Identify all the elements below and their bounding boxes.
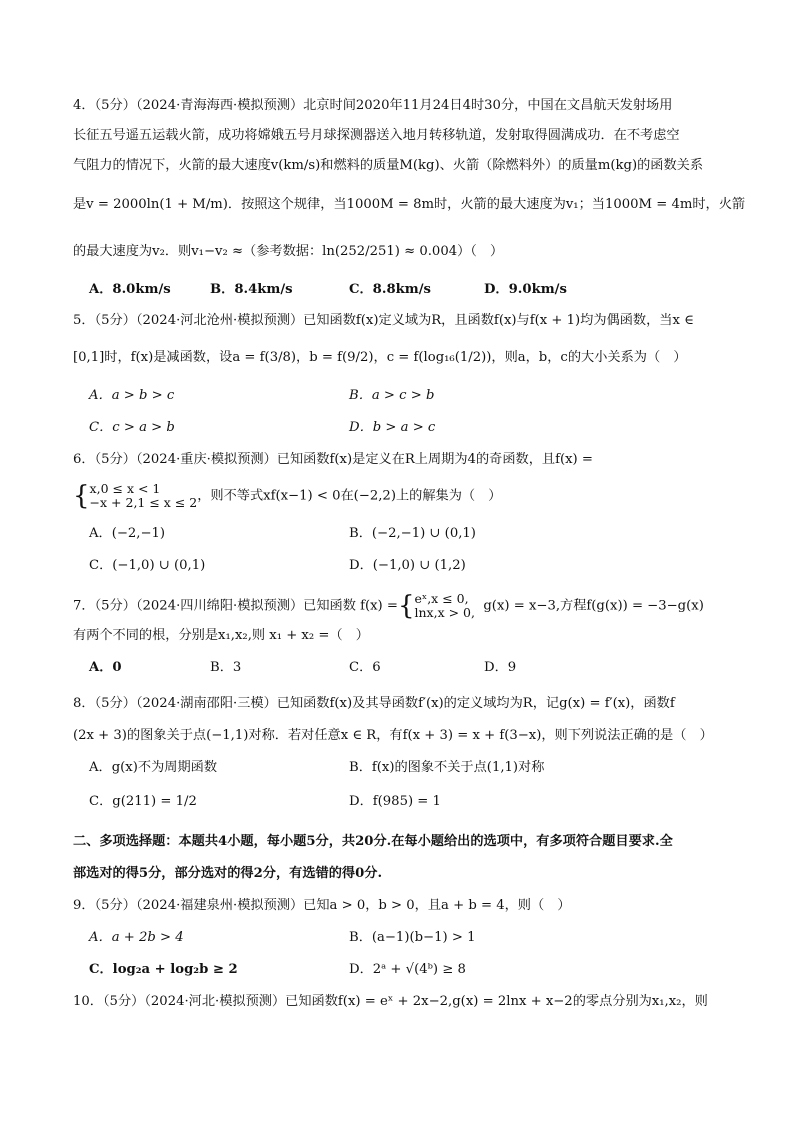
q8-option-b: B．f(x)的图象不关于点(1,1)对称 bbox=[349, 760, 545, 775]
q7-brace: { bbox=[397, 591, 415, 621]
q5-option-d: D．b > a > c bbox=[349, 420, 436, 435]
q6-option-c: C．(−1,0) ∪ (0,1) bbox=[89, 558, 206, 573]
q6-line-2 bbox=[73, 482, 501, 510]
q7-option-d: D．9 bbox=[484, 660, 517, 675]
q4-line-4: 是v = 2000ln(1 + M/m)．按照这个规律，当1000M = 8m时，火箭的最大速度为v₁；当1000M = 4m时，火箭 bbox=[73, 197, 746, 212]
q7-line-1 bbox=[73, 592, 704, 620]
q5-option-c: C．c > a > b bbox=[89, 420, 175, 435]
q6-case-2: −x + 2,1 ≤ x ≤ 2 bbox=[89, 495, 198, 510]
q7-option-b: B．3 bbox=[210, 660, 242, 675]
q8-line-2: (2x + 3)的图象关于点(−1,1)对称．若对任意x ∈ R，有f(x + 3) = x + f(3−x)，则下列说法正确的是（ ） bbox=[73, 728, 713, 743]
section-2-heading-line-2: 部选对的得5分，部分选对的得2分，有选错的得0分. bbox=[73, 866, 383, 881]
q4-option-c: C．8.8km/s bbox=[349, 282, 431, 297]
q4-line-1: 4．（5分）（2024·青海海西·模拟预测）北京时间2020年11月24日4时30分，中国在文昌航天发射场用 bbox=[73, 98, 673, 113]
q7-piecewise bbox=[415, 592, 475, 620]
q4-option-d: D．9.0km/s bbox=[484, 282, 567, 297]
q8-option-a: A．g(x)不为周期函数 bbox=[89, 760, 218, 775]
q6-line-1: 6．（5分）（2024·重庆·模拟预测）已知函数f(x)是定义在R上周期为4的奇函数，且f(x) = bbox=[73, 452, 593, 467]
q6-line-2-tail: ，则不等式xf(x−1) < 0在(−2,2)上的解集为（ ） bbox=[197, 488, 502, 504]
q8-option-c: C．g(211) = 1/2 bbox=[89, 794, 197, 809]
q4-option-b: B．8.4km/s bbox=[210, 282, 293, 297]
q6-option-a: A．(−2,−1) bbox=[89, 526, 166, 541]
q9-line-1: 9．（5分）（2024·福建泉州·模拟预测）已知a > 0，b > 0，且a + b = 4，则（ ） bbox=[73, 898, 571, 913]
q6-case-1: x,0 ≤ x < 1 bbox=[89, 481, 161, 496]
q10-line-1: 10．（5分）（2024·河北·模拟预测）已知函数f(x) = eˣ + 2x−2,g(x) = 2lnx + x−2的零点分别为x₁,x₂，则 bbox=[73, 994, 708, 1009]
q9-option-b: B．(a−1)(b−1) > 1 bbox=[349, 930, 476, 945]
q7-case-2: lnx,x > 0, bbox=[414, 605, 475, 620]
section-2-heading-line-1: 二、多项选择题：本题共4小题，每小题5分，共20分.在每小题给出的选项中，有多项符合题目要求.全 bbox=[73, 834, 673, 849]
q5-line-1: 5．（5分）（2024·河北沧州·模拟预测）已知函数f(x)定义域为R，且函数f(x)与f(x + 1)均为偶函数，当x ∈ bbox=[73, 313, 694, 328]
q9-option-d: D．2ᵃ + √(4ᵇ) ≥ 8 bbox=[349, 962, 466, 977]
q4-option-a: A．8.0km/s bbox=[89, 282, 171, 297]
q4-line-2: 长征五号遥五运载火箭，成功将嫦娥五号月球探测器送入地月转移轨道，发射取得圆满成功．在不考虑空 bbox=[73, 128, 680, 143]
q5-option-a: A．a > b > c bbox=[89, 388, 175, 403]
q7-line-1-head: 7．（5分）（2024·四川绵阳·模拟预测）已知函数 f(x) = bbox=[73, 598, 398, 614]
q7-option-a: A．0 bbox=[89, 660, 122, 675]
q7-line-1-tail: g(x) = x−3,方程f(g(x)) = −3−g(x) bbox=[483, 598, 704, 614]
q4-line-5: 的最大速度为v₂．则v₁−v₂ ≈（参考数据：ln(252/251) ≈ 0.004）（ ） bbox=[73, 244, 504, 259]
q8-option-d: D．f(985) = 1 bbox=[349, 794, 441, 809]
q4-line-3: 气阻力的情况下，火箭的最大速度v(km/s)和燃料的质量M(kg)、火箭（除燃料外）的质量m(kg)的函数关系 bbox=[73, 158, 704, 173]
q6-piecewise bbox=[90, 482, 198, 510]
q7-option-c: C．6 bbox=[349, 660, 381, 675]
q7-line-2: 有两个不同的根，分别是x₁,x₂,则 x₁ + x₂ =（ ） bbox=[73, 628, 369, 643]
q5-line-2: [0,1]时，f(x)是减函数，设a = f(3/8)，b = f(9/2)，c = f(log₁₆(1/2))，则a，b，c的大小关系为（ ） bbox=[73, 350, 687, 365]
q6-brace: { bbox=[73, 481, 90, 511]
q6-option-d: D．(−1,0) ∪ (1,2) bbox=[349, 558, 466, 573]
q9-option-a: A．a + 2b > 4 bbox=[89, 930, 184, 945]
q5-option-b: B．a > c > b bbox=[349, 388, 435, 403]
q6-option-b: B．(−2,−1) ∪ (0,1) bbox=[349, 526, 476, 541]
q9-option-c: C．log₂a + log₂b ≥ 2 bbox=[89, 962, 238, 977]
q7-case-1: eˣ,x ≤ 0, bbox=[414, 591, 469, 606]
q8-line-1: 8．（5分）（2024·湖南邵阳·三模）已知函数f(x)及其导函数f′(x)的定义域均为R，记g(x) = f′(x)，函数f bbox=[73, 696, 675, 711]
